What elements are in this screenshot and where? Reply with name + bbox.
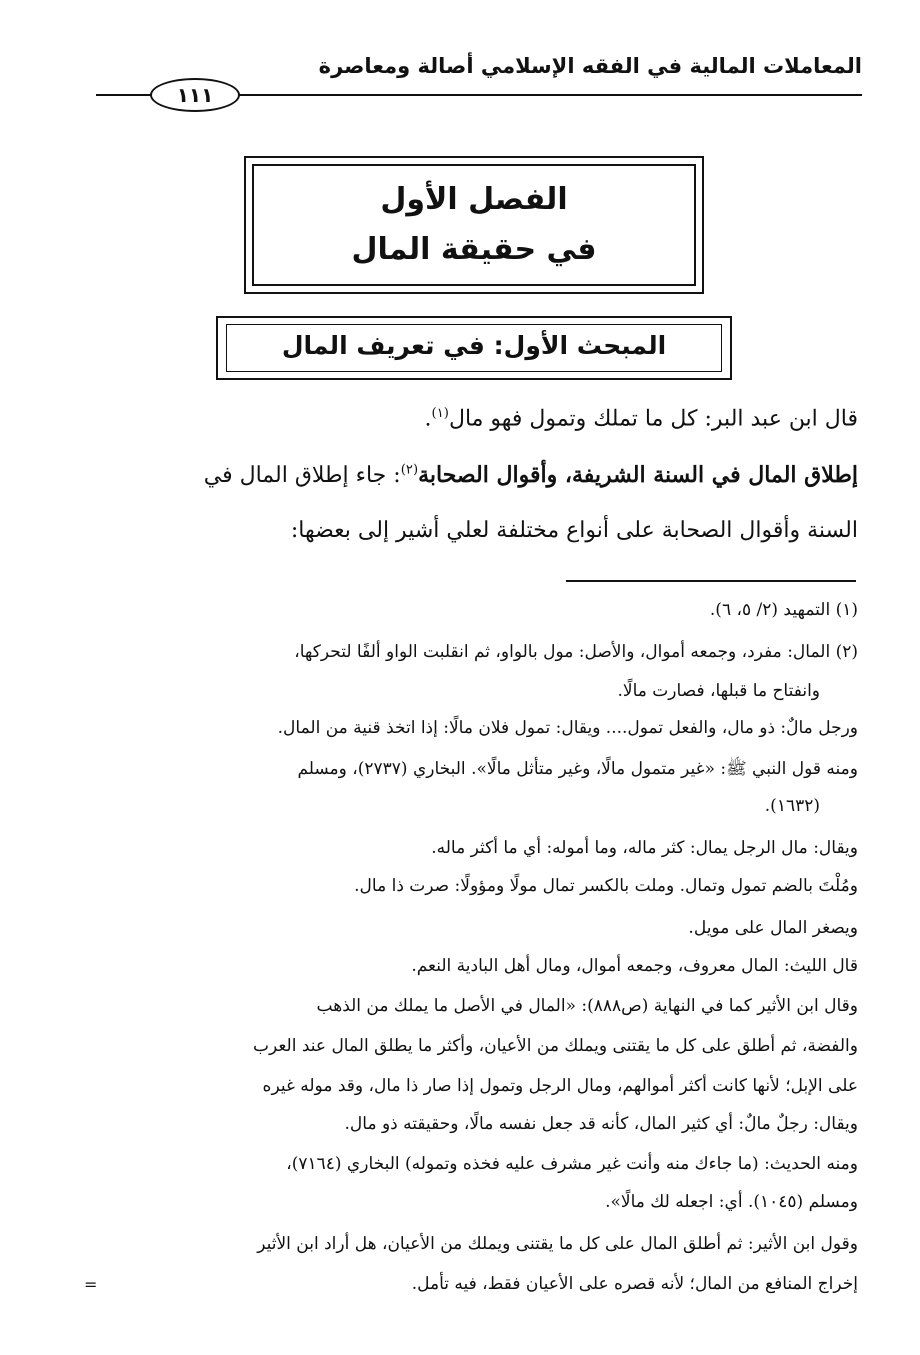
footnote-ref-1: (١) <box>431 406 449 421</box>
footnote-line: إخراج المنافع من المال؛ لأنه قصره على الأعيان فقط، فيه تأمل. <box>411 1274 858 1294</box>
footnote-line: ومُلْتَ بالضم تمول وتمال. وملت بالكسر تمال مولًا ومؤولًا: صرت ذا مال. <box>354 876 858 896</box>
body-paragraph-2 <box>204 462 858 488</box>
body-paragraph-1 <box>425 406 858 431</box>
continuation-mark: = <box>84 1275 98 1294</box>
footnote-line: ورجل مالٌ: ذو مال، والفعل تمول.... ويقال: تمول فلان مالًا: إذا اتخذ قنية من المال. <box>277 718 858 738</box>
chapter-subtitle: في حقيقة المال <box>351 232 597 267</box>
chapter-title-box <box>244 156 704 294</box>
chapter-title: الفصل الأول <box>380 182 568 217</box>
footnote-line: وقول ابن الأثير: ثم أطلق المال على كل ما يقتنى ويملك من الأعيان، هل أراد ابن الأثير <box>257 1234 858 1254</box>
running-header-title: المعاملات المالية في الفقه الإسلامي أصالة ومعاصرة <box>318 54 862 78</box>
footnote-line: ومنه الحديث: (ما جاءك منه وأنت غير مشرف عليه فخذه وتموله) البخاري (٧١٦٤)، <box>286 1154 858 1174</box>
footnote-separator <box>566 580 856 582</box>
footnote-line: وانفتاح ما قبلها، فصارت مالًا. <box>617 681 820 701</box>
footnote-line: ويقال: رجلٌ مالٌ: أي كثير المال، كأنه قد جعل نفسه مالًا، وحقيقته ذو مال. <box>344 1114 858 1134</box>
section-title: المبحث الأول: في تعريف المال <box>281 331 667 360</box>
footnote-line: على الإبل؛ لأنها كانت أكثر أموالهم، ومال الرجل وتمول إذا صار ذا مال، وقد موله غيره <box>262 1076 858 1096</box>
footnote-ref-2: (٢) <box>400 462 419 478</box>
body-bold-heading: إطلاق المال في السنة الشريفة، وأقوال الصحابة <box>418 462 858 488</box>
footnote-line: (١٦٣٢). <box>764 796 820 816</box>
footnote-line: ومنه قول النبي ﷺ: «غير متمول مالًا، وغير متأثل مالًا». البخاري (٢٧٣٧)، ومسلم <box>297 759 858 779</box>
footnote-line: (١) التمهيد (٢/ ٥، ٦). <box>709 600 858 620</box>
footnote-line: قال الليث: المال معروف، وجمعه أموال، ومال أهل البادية النعم. <box>411 956 858 976</box>
body-paragraph-3: السنة وأقوال الصحابة على أنواع مختلفة لعلي أشير إلى بعضها: <box>290 518 858 543</box>
body-text: : جاء إطلاق المال في <box>203 463 401 488</box>
footnote-line: ويصغر المال على مويل. <box>688 918 858 938</box>
section-title-inner-frame <box>226 324 722 372</box>
body-text: قال ابن عبد البر: كل ما تملك وتمول فهو مال <box>448 406 858 432</box>
footnote-line: وقال ابن الأثير كما في النهاية (ص٨٨٨): «المال في الأصل ما يملك من الذهب <box>316 996 858 1016</box>
footnote-line: والفضة، ثم أطلق على كل ما يقتنى ويملك من الأعيان، وأكثر ما يطلق المال عند العرب <box>252 1036 858 1056</box>
footnote-line: ومسلم (١٠٤٥). أي: اجعله لك مالًا». <box>605 1192 858 1212</box>
footnote-line: ويقال: مال الرجل يمال: كثر ماله، وما أموله: أي ما أكثر ماله. <box>431 838 858 858</box>
footnote-line: (٢) المال: مفرد، وجمعه أموال، والأصل: مول بالواو، ثم انقلبت الواو ألفًا لتحركها، <box>294 642 858 662</box>
body-text-end: . <box>424 406 432 432</box>
chapter-title-inner-frame <box>252 164 696 286</box>
section-title-box <box>216 316 732 380</box>
page-number: ١١١ <box>150 78 240 112</box>
